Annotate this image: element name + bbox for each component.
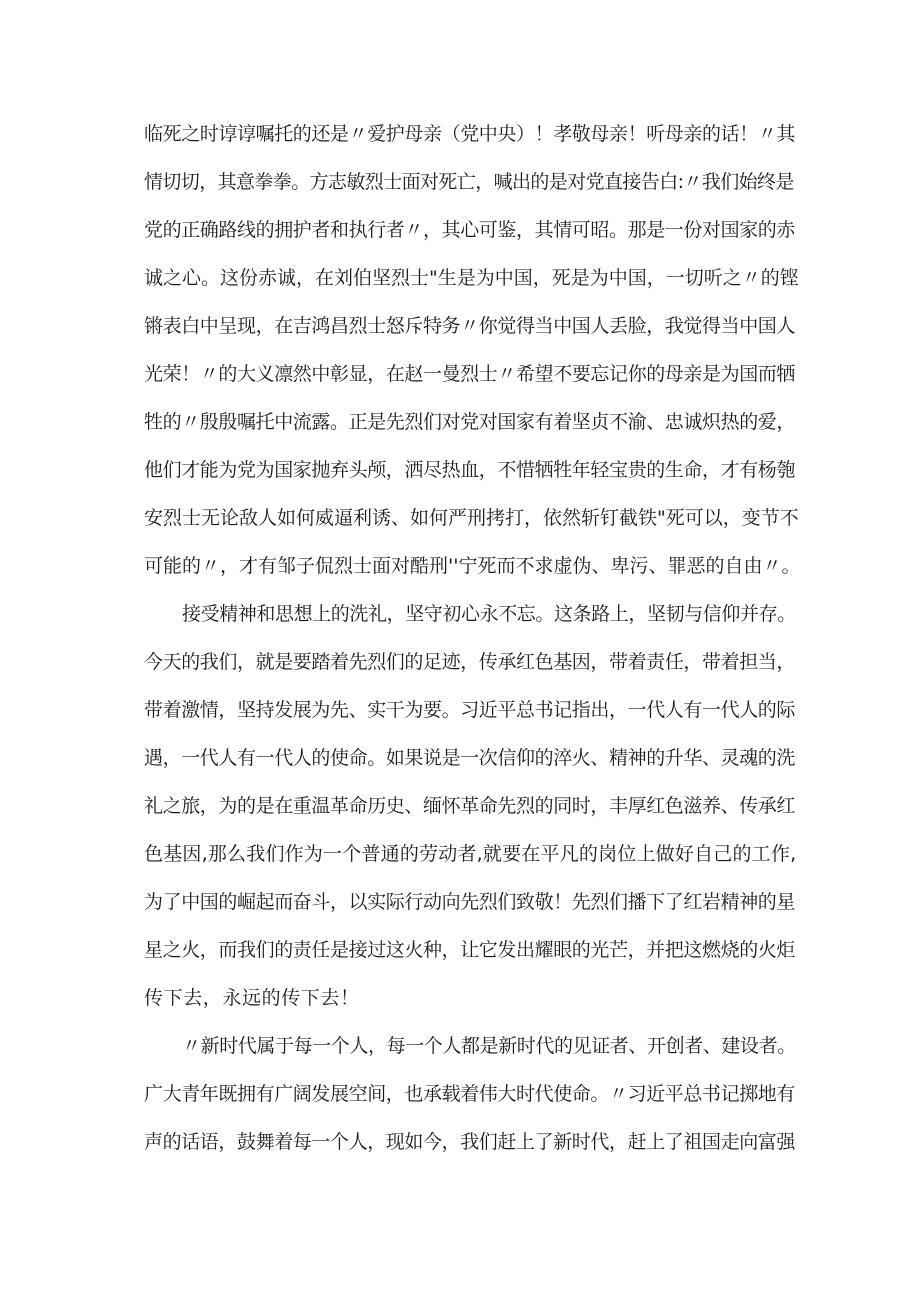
text-line: 声的话语，鼓舞着每一个人，现如今，我们赶上了新时代，赶上了祖国走向富强 — [144, 1131, 796, 1153]
paragraph-start-line: 〃新时代属于每一个人，每一个人都是新时代的见证者、开创者、建设者。 — [182, 1035, 796, 1057]
text-line: 情切切，其意拳拳。方志敏烈士面对死亡，喊出的是对党直接告白:〃我们始终是 — [144, 171, 794, 193]
text-line: 诚之心。这份赤诚，在刘伯坚烈士"生是为中国，死是为中国，一切听之〃的铿 — [144, 267, 799, 289]
text-line: 今天的我们，就是要踏着先烈们的足迹，传承红色基因，带着责任，带着担当， — [144, 651, 796, 673]
text-line: 光荣！〃的大义凛然中彰显，在赵一曼烈士〃希望不要忘记你的母亲是为国而牺 — [144, 363, 796, 385]
text-line: 为了中国的崛起而奋斗，以实际行动向先烈们致敬！先烈们播下了红岩精神的星 — [144, 891, 796, 913]
text-line: 临死之时谆谆嘱托的还是〃爱护母亲（党中央）！孝敬母亲！听母亲的话！〃其 — [144, 123, 796, 145]
text-line: 锵表白中呈现，在吉鸿昌烈士怒斥特务〃你觉得当中国人丢脸，我觉得当中国人 — [144, 315, 796, 337]
text-line: 遇，一代人有一代人的使命。如果说是一次信仰的淬火、精神的升华、灵魂的洗 — [144, 747, 796, 769]
text-line: 党的正确路线的拥护者和执行者〃，其心可鉴，其情可昭。那是一份对国家的赤 — [144, 219, 796, 241]
text-line: 传下去，永远的传下去！ — [144, 987, 360, 1009]
text-line: 可能的〃，才有邹子侃烈士面对酷刑''宁死而不求虚伪、卑污、罪恶的自由〃。 — [144, 555, 801, 577]
text-line: 他们才能为党为国家抛弃头颅，洒尽热血，不惜牺牲年轻宝贵的生命，才有杨匏 — [144, 459, 796, 481]
text-line: 色基因,那么我们作为一个普通的劳动者,就要在平凡的岗位上做好自己的工作, — [144, 843, 797, 865]
text-line: 安烈士无论敌人如何威逼利诱、如何严刑拷打，依然斩钉截铁"死可以，变节不 — [144, 507, 799, 529]
paragraph-start-line: 接受精神和思想上的洗礼，坚守初心永不忘。这条路上，坚韧与信仰并存。 — [182, 603, 796, 625]
text-line: 礼之旅，为的是在重温革命历史、缅怀革命先烈的同时，丰厚红色滋养、传承红 — [144, 795, 796, 817]
text-line: 星之火，而我们的责任是接过这火种，让它发出耀眼的光芒，并把这燃烧的火炬 — [144, 939, 796, 961]
text-line: 牲的〃殷殷嘱托中流露。正是先烈们对党对国家有着坚贞不渝、忠诚炽热的爱， — [144, 411, 796, 433]
text-line: 广大青年既拥有广阔发展空间，也承载着伟大时代使命。〃习近平总书记掷地有 — [144, 1083, 796, 1105]
text-line: 带着激情，坚持发展为先、实干为要。习近平总书记指出，一代人有一代人的际 — [144, 699, 796, 721]
